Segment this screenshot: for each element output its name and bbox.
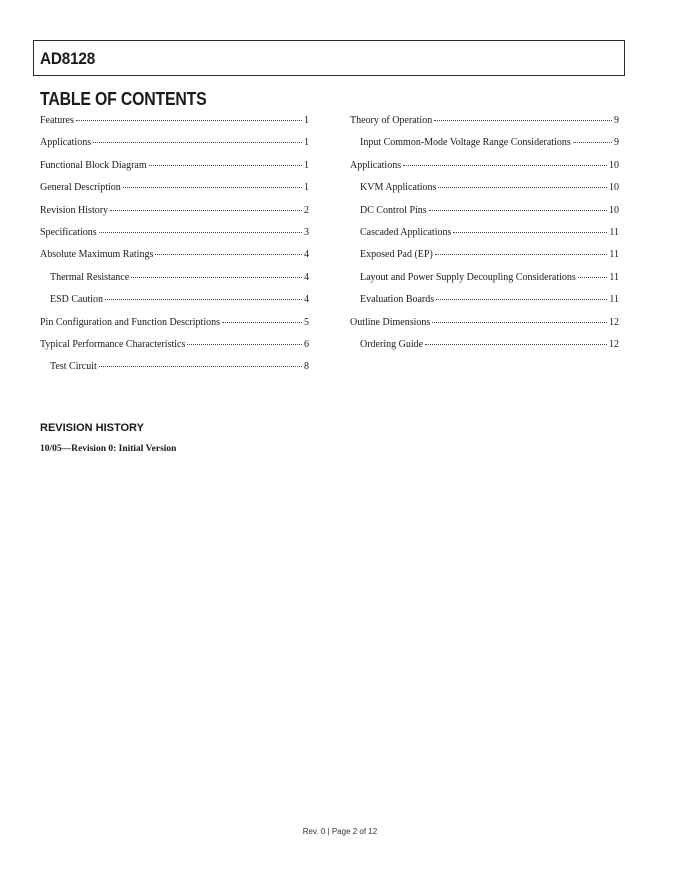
toc-entry[interactable] — [40, 246, 309, 268]
toc-dot-leader — [403, 165, 607, 166]
toc-entry[interactable] — [40, 336, 309, 358]
toc-dot-leader — [155, 254, 302, 255]
toc-entry-label: Absolute Maximum Ratings — [40, 249, 154, 261]
toc-dot-leader — [438, 187, 607, 188]
toc-entry-label: Exposed Pad (EP) — [360, 249, 433, 261]
toc-entry-label: Features — [40, 115, 74, 126]
toc-dot-leader — [99, 232, 302, 233]
toc-right-column — [350, 112, 619, 358]
toc-entry[interactable] — [350, 134, 619, 156]
toc-entry-page: 11 — [609, 226, 619, 238]
toc-entry-label: Revision History — [40, 204, 109, 216]
toc-entry-page: 5 — [304, 316, 309, 328]
toc-title: TABLE OF CONTENTS — [40, 89, 207, 109]
toc-entry-label: Input Common-Mode Voltage Range Considerations — [360, 137, 571, 149]
toc-entry[interactable] — [40, 358, 309, 380]
toc-entry[interactable] — [350, 291, 619, 313]
revision-history-heading: REVISION HISTORY — [40, 422, 144, 434]
toc-entry-label: ESD Caution — [50, 294, 104, 306]
toc-entry-label: Specifications — [40, 226, 97, 238]
toc-entry-label: Thermal Resistance — [50, 271, 130, 283]
toc-entry-label: Functional Block Diagram — [40, 159, 147, 171]
toc-entry-page: 6 — [304, 338, 309, 350]
toc-entry-label: Ordering Guide — [360, 338, 424, 350]
toc-dot-leader — [76, 120, 302, 121]
toc-entry-label: KVM Applications — [360, 182, 437, 194]
toc-entry-page: 1 — [304, 159, 309, 171]
part-number: AD8128 — [40, 49, 96, 68]
toc-entry-page: 12 — [609, 338, 619, 350]
toc-entry[interactable] — [40, 157, 309, 179]
toc-entry-label: DC Control Pins — [360, 204, 427, 216]
toc-dot-leader — [187, 344, 302, 345]
page-footer: Rev. 0 | Page 2 of 12 — [302, 827, 378, 836]
toc-dot-leader — [99, 366, 302, 367]
toc-dot-leader — [425, 344, 607, 345]
toc-dot-leader — [453, 232, 607, 233]
toc-entry[interactable] — [40, 202, 309, 224]
toc-entry-page: 10 — [609, 182, 619, 194]
toc-entry[interactable] — [40, 179, 309, 201]
toc-entry-page: 9 — [614, 115, 619, 126]
toc-entry-label: Evaluation Boards — [360, 294, 435, 306]
toc-dot-leader — [578, 277, 608, 278]
toc-entry-label: Pin Configuration and Function Descriptions — [40, 316, 220, 328]
toc-dot-leader — [149, 165, 302, 166]
toc-entry-label: Applications — [350, 159, 402, 171]
toc-entry-label: Theory of Operation — [350, 115, 433, 126]
toc-entry-page: 10 — [609, 204, 619, 216]
toc-entry[interactable] — [350, 112, 619, 134]
toc-dot-leader — [436, 299, 607, 300]
toc-dot-leader — [131, 277, 302, 278]
toc-entry-label: Applications — [40, 137, 92, 149]
toc-entry[interactable] — [40, 112, 309, 134]
toc-entry[interactable] — [40, 224, 309, 246]
toc-entry[interactable] — [40, 314, 309, 336]
toc-entry-page: 4 — [304, 271, 309, 283]
toc-entry-label: Cascaded Applications — [360, 226, 452, 238]
toc-dot-leader — [429, 210, 607, 211]
toc-entry[interactable] — [350, 224, 619, 246]
toc-entry-page: 1 — [304, 137, 309, 149]
toc-entry-page: 1 — [304, 115, 309, 126]
toc-dot-leader — [435, 254, 608, 255]
toc-entry-label: General Description — [40, 182, 121, 194]
toc-entry[interactable] — [350, 269, 619, 291]
toc-entry[interactable] — [40, 291, 309, 313]
toc-entry-page: 2 — [304, 204, 309, 216]
toc-entry[interactable] — [350, 246, 619, 268]
toc-entry[interactable] — [40, 134, 309, 156]
toc-dot-leader — [123, 187, 302, 188]
toc-entry-page: 3 — [304, 226, 309, 238]
toc-entry-page: 12 — [609, 316, 619, 328]
toc-dot-leader — [105, 299, 302, 300]
toc-entry-page: 11 — [609, 271, 619, 283]
toc-entry[interactable] — [40, 269, 309, 291]
toc-entry-page: 1 — [304, 182, 309, 194]
toc-left-column — [40, 112, 309, 381]
toc-entry-page: 9 — [614, 137, 619, 149]
toc-entry-page: 10 — [609, 159, 619, 171]
toc-entry-page: 11 — [609, 294, 619, 306]
header-box — [33, 40, 625, 76]
toc-entry-label: Typical Performance Characteristics — [40, 338, 186, 350]
toc-entry-page: 4 — [304, 249, 309, 261]
toc-entry[interactable] — [350, 336, 619, 358]
toc-entry[interactable] — [350, 179, 619, 201]
revision-entry: 10/05—Revision 0: Initial Version — [40, 444, 177, 454]
toc-dot-leader — [222, 322, 302, 323]
toc-dot-leader — [434, 120, 612, 121]
toc-entry-label: Layout and Power Supply Decoupling Considerations — [360, 271, 576, 283]
toc-entry[interactable] — [350, 202, 619, 224]
toc-entry-page: 4 — [304, 294, 309, 306]
toc-dot-leader — [110, 210, 302, 211]
toc-entry-label: Outline Dimensions — [350, 316, 431, 328]
toc-entry[interactable] — [350, 157, 619, 179]
toc-entry[interactable] — [350, 314, 619, 336]
toc-entry-page: 8 — [304, 361, 309, 373]
toc-dot-leader — [93, 142, 302, 143]
toc-dot-leader — [573, 142, 612, 143]
toc-dot-leader — [432, 322, 607, 323]
toc-entry-page: 11 — [609, 249, 619, 261]
toc-entry-label: Test Circuit — [50, 361, 97, 373]
